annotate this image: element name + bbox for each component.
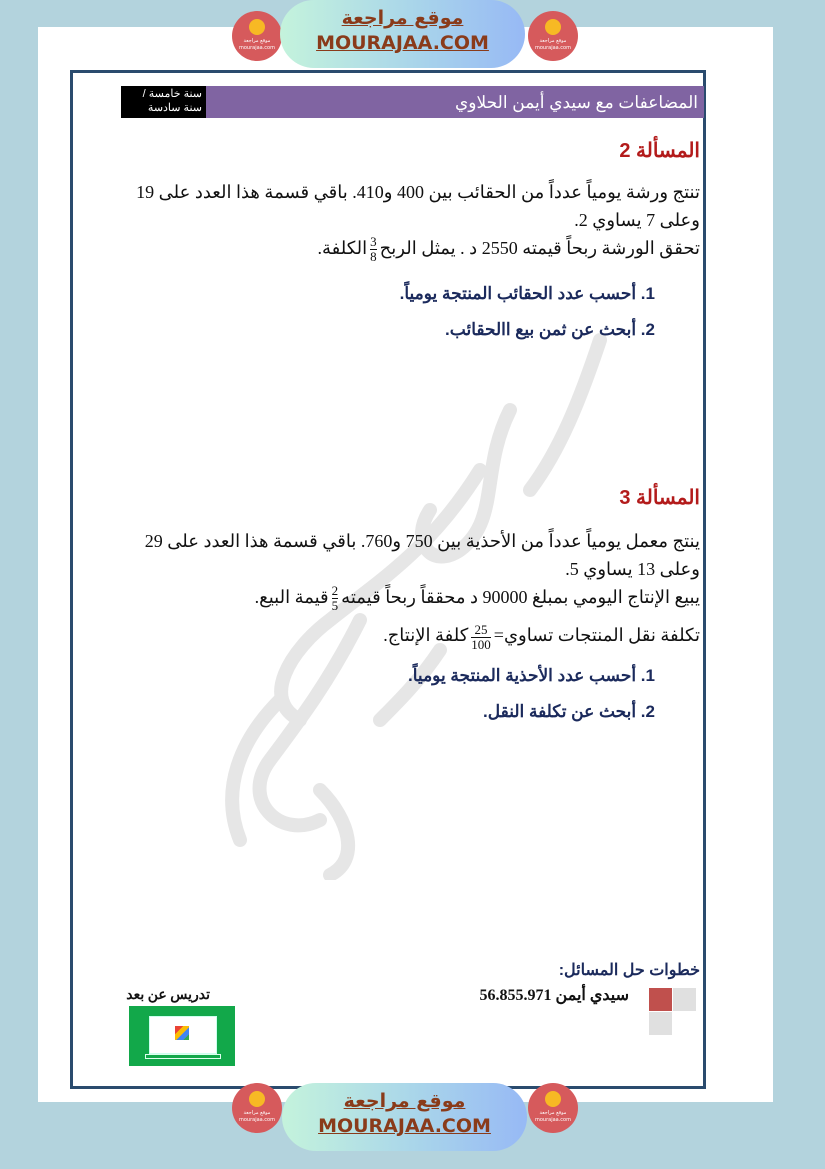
level-label [121, 86, 206, 118]
book-icon [545, 1091, 561, 1107]
site-name-ar[interactable]: موقع مراجعة [341, 7, 464, 29]
denominator: 8 [370, 249, 377, 265]
denominator: 100 [471, 636, 491, 652]
badge-text: mourajaa.com [534, 1117, 571, 1123]
logo-badge-right-bottom[interactable] [528, 1083, 578, 1133]
problem3-transport-line [120, 621, 700, 651]
site-name-en[interactable]: MOURAJAA.COM [316, 32, 489, 54]
text: قيمة البيع. [254, 587, 329, 607]
badge-text: mourajaa.com [534, 45, 571, 51]
book-icon [545, 19, 561, 35]
badge-text: موقع مراجعة [539, 38, 567, 44]
google-meet-icon [175, 1026, 189, 1040]
solution-steps-title: خطوات حل المسائل: [558, 962, 700, 979]
problem3-question-2: 2. أبحث عن تكلفة النقل. [483, 701, 655, 721]
fraction [332, 584, 339, 613]
site-banner-bottom[interactable] [282, 1083, 527, 1151]
logo-badge-right[interactable] [528, 11, 578, 61]
google-meet-image [129, 1006, 235, 1066]
problem2-question-1: 1. أحسب عدد الحقائب المنتجة يومياً. [399, 284, 655, 304]
color-square [673, 988, 696, 1011]
color-square [649, 988, 672, 1011]
book-icon [249, 1091, 265, 1107]
text: يبيع الإنتاج اليومي بمبلغ 90000 د محققاً ربحاً قيمته [341, 587, 700, 607]
numerator: 2 [331, 583, 339, 599]
problem2-questions [120, 282, 655, 342]
text: الكلفة. [317, 238, 368, 258]
numerator: 3 [370, 234, 377, 250]
fraction [370, 235, 377, 264]
badge-text: موقع مراجعة [243, 1110, 271, 1116]
logo-badge-left[interactable] [232, 11, 282, 61]
problem3-title: المسألة 3 [619, 487, 700, 509]
badge-text: موقع مراجعة [539, 1110, 567, 1116]
site-banner-top[interactable] [280, 0, 525, 68]
level-line: سنة سادسة [147, 102, 202, 114]
site-name-en[interactable]: MOURAJAA.COM [318, 1115, 491, 1137]
teacher-contact: سيدي أيمن 56.855.971 [479, 987, 629, 1004]
problem2 [120, 138, 700, 354]
badge-text: mourajaa.com [238, 1117, 275, 1123]
numerator: 25 [471, 623, 491, 638]
badge-text: موقع مراجعة [243, 38, 271, 44]
fraction [471, 623, 491, 652]
text: تحقق الورشة ربحاً قيمته 2550 د . يمثل الربح [379, 238, 700, 258]
worksheet-header [121, 86, 704, 118]
problem3-question-1: 1. أحسب عدد الأحذية المنتجة يومياً. [408, 665, 655, 685]
level-line: سنة خامسة / [142, 88, 202, 100]
denominator: 5 [331, 598, 339, 614]
remote-teaching-label: تدريس عن بعد [126, 988, 210, 1003]
problem2-title: المسألة 2 [619, 140, 700, 162]
book-icon [249, 19, 265, 35]
problem2-profit-line [120, 234, 700, 264]
badge-text: mourajaa.com [238, 45, 275, 51]
site-name-ar[interactable]: موقع مراجعة [343, 1090, 466, 1112]
problem3-sale-line [120, 583, 700, 613]
worksheet-title: المضاعفات مع سيدي أيمن الحلاوي [206, 86, 704, 118]
text: كلفة الإنتاج. [383, 625, 469, 646]
problem3 [120, 485, 700, 736]
problem2-question-2: 2. أبحث عن ثمن بيع االحقائب. [445, 320, 655, 340]
problem3-questions [120, 664, 655, 724]
text: تكلفة نقل المنتجات تساوي= [493, 625, 700, 646]
color-square [649, 1012, 672, 1035]
laptop-base [145, 1054, 221, 1059]
logo-badge-left-bottom[interactable] [232, 1083, 282, 1133]
problem3-statement: ينتج معمل يومياً عدداً من الأحذية بين 750 و760. باقي قسمة هذا العدد على 29 وعلى 13 يساوي 5. [144, 531, 700, 579]
problem2-statement: تنتج ورشة يومياً عدداً من الحقائب بين 400 و410. باقي قسمة هذا العدد على 19 وعلى 7 يساوي 2. [136, 182, 700, 230]
